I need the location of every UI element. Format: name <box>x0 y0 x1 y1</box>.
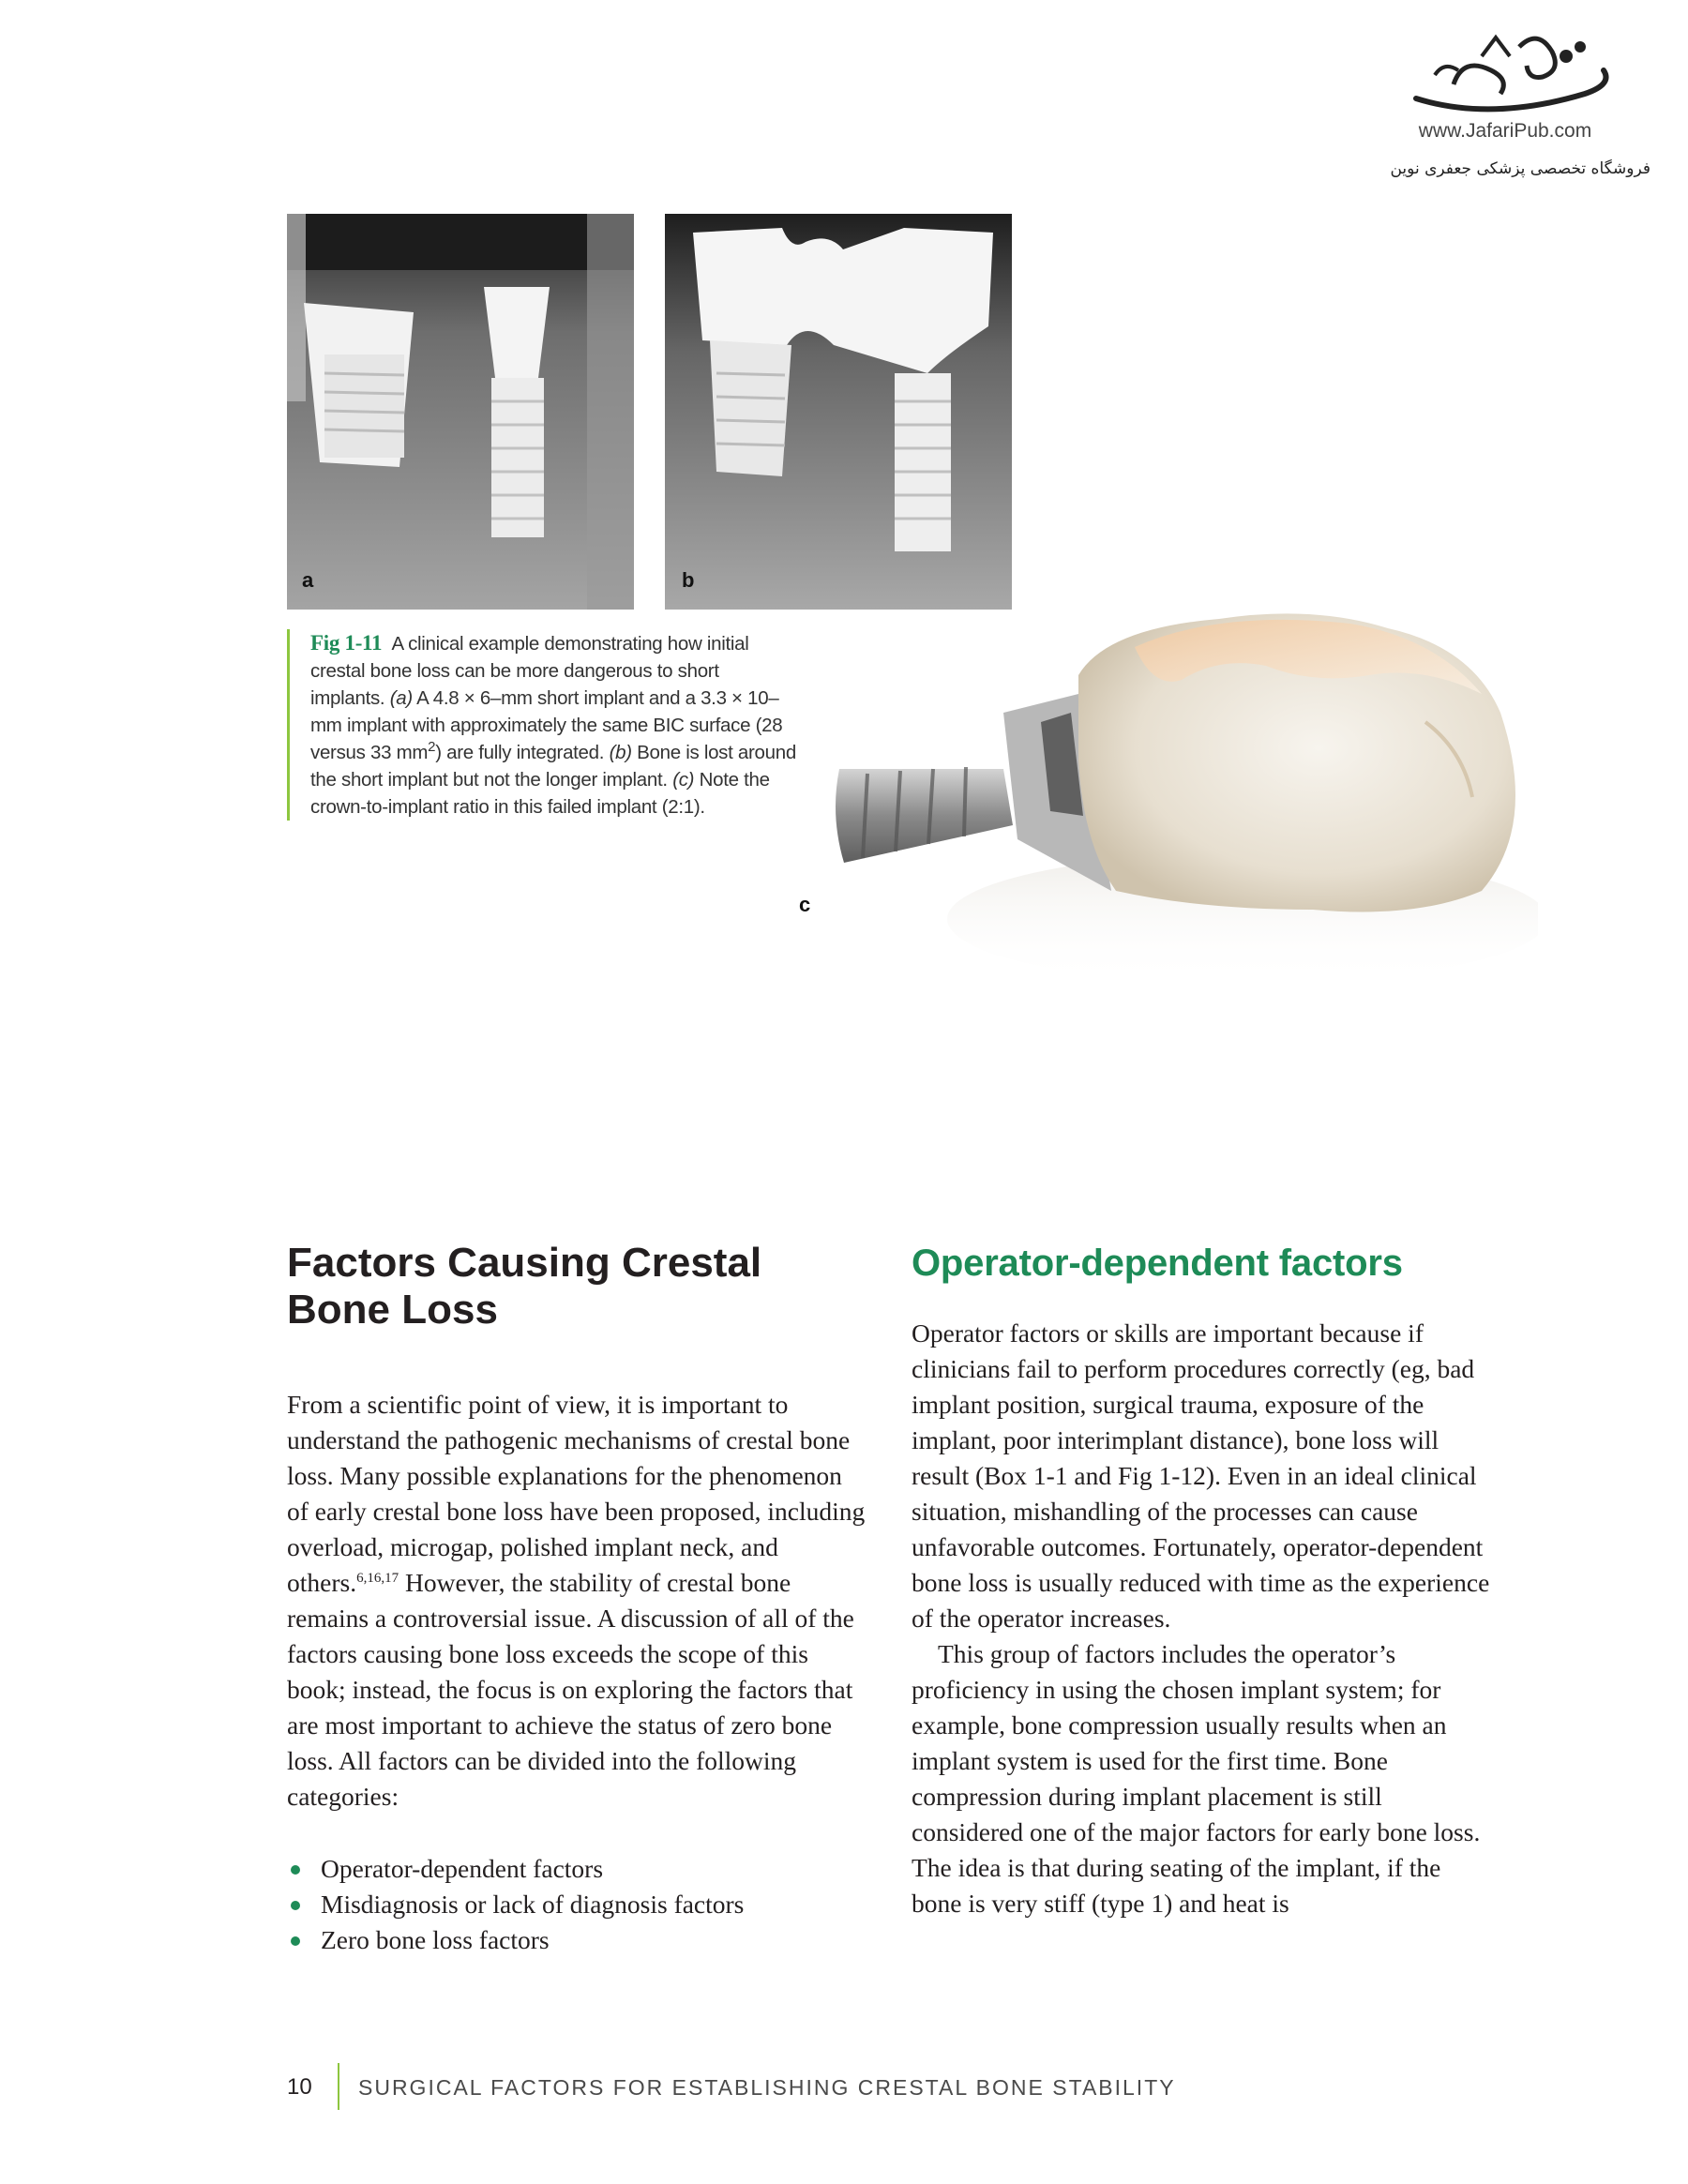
footer-divider <box>338 2063 339 2110</box>
list-item: Operator-dependent factors <box>287 1851 868 1887</box>
category-list <box>287 1851 868 1958</box>
left-column-body <box>287 1387 868 1815</box>
section-heading-factors: Factors Causing Crestal Bone Loss <box>287 1240 762 1333</box>
radiograph-a <box>287 214 634 610</box>
panel-label-a: a <box>302 568 314 592</box>
publisher-url[interactable]: www.JafariPub.com <box>1418 120 1592 142</box>
bullet-icon <box>291 1865 300 1875</box>
running-head: SURGICAL FACTORS FOR ESTABLISHING CRESTAL BONE STABILITY <box>358 2075 1176 2100</box>
subsection-heading-operator: Operator-dependent factors <box>912 1243 1403 1284</box>
reference-citation[interactable]: 6,16,17 <box>356 1570 399 1586</box>
list-item: Zero bone loss factors <box>287 1922 868 1958</box>
implant-photo-c <box>825 610 1538 1097</box>
figure-number: Fig 1-11 <box>310 631 383 655</box>
publisher-logo-mark <box>1379 19 1660 122</box>
bullet-icon <box>291 1901 300 1910</box>
page-number: 10 <box>287 2074 312 2100</box>
bullet-icon <box>291 1936 300 1946</box>
left-paragraph: From a scientific point of view, it is important to understand the pathogenic mechanisms of crestal bone loss. Many possible explanations for the phenomenon of early crestal bone loss have been proposed, including overload, microgap, polished implant neck, and others.$^{6,16,17}$ However, the stability of crestal bone remains a controversial issue. A discussion of all of the factors causing bone loss exceeds the scope of this book; instead, the focus is on exploring the factors that are most important to achieve the status of zero bone loss. All factors can be divided into the following categories: <box>287 1390 866 1811</box>
right-paragraph-1: Operator factors or skills are important because if clinicians fail to perform procedures correctly (eg, bad implant position, surgical trauma, exposure of the implant, poor interimplant distance), bone loss will result (Box 1-1 and Fig 1-12). Even in an ideal clinical situation, mishandling of the processes can cause unfavorable outcomes. Fortunately, operator-dependent bone loss is usually reduced with time as the experience of the operator increases. <box>912 1318 1490 1633</box>
publisher-tagline: فروشگاه تخصصی پزشکی جعفری نوین <box>1390 159 1650 178</box>
figure-caption: Fig 1-11 A clinical example demonstrating how initial crestal bone loss can be more dangerous to short implants. (a) A 4.8 × 6–mm short implant and a 3.3 × 10–mm implant with approximately the same BIC surface (28 versus 33 $mm^2$) are fully integrated. (b) Bone is lost around the short implant but not the longer implant. (c) Note the crown-to-implant ratio in this failed implant (2:1). <box>287 629 798 821</box>
panel-label-c: c <box>799 893 811 916</box>
panel-label-b: b <box>682 568 695 592</box>
right-paragraph-2: This group of factors includes the operator’s proficiency in using the chosen implant system; for example, bone compression usually results when an implant system is used for the first time. Bone compression during implant placement is still considered one of the major factors for early bone loss. The idea is that during seating of the implant, if the bone is very stiff (type 1) and heat is <box>912 1639 1481 1918</box>
radiograph-b <box>665 214 1012 610</box>
list-item: Misdiagnosis or lack of diagnosis factors <box>287 1887 868 1922</box>
right-column-body <box>912 1316 1495 1921</box>
